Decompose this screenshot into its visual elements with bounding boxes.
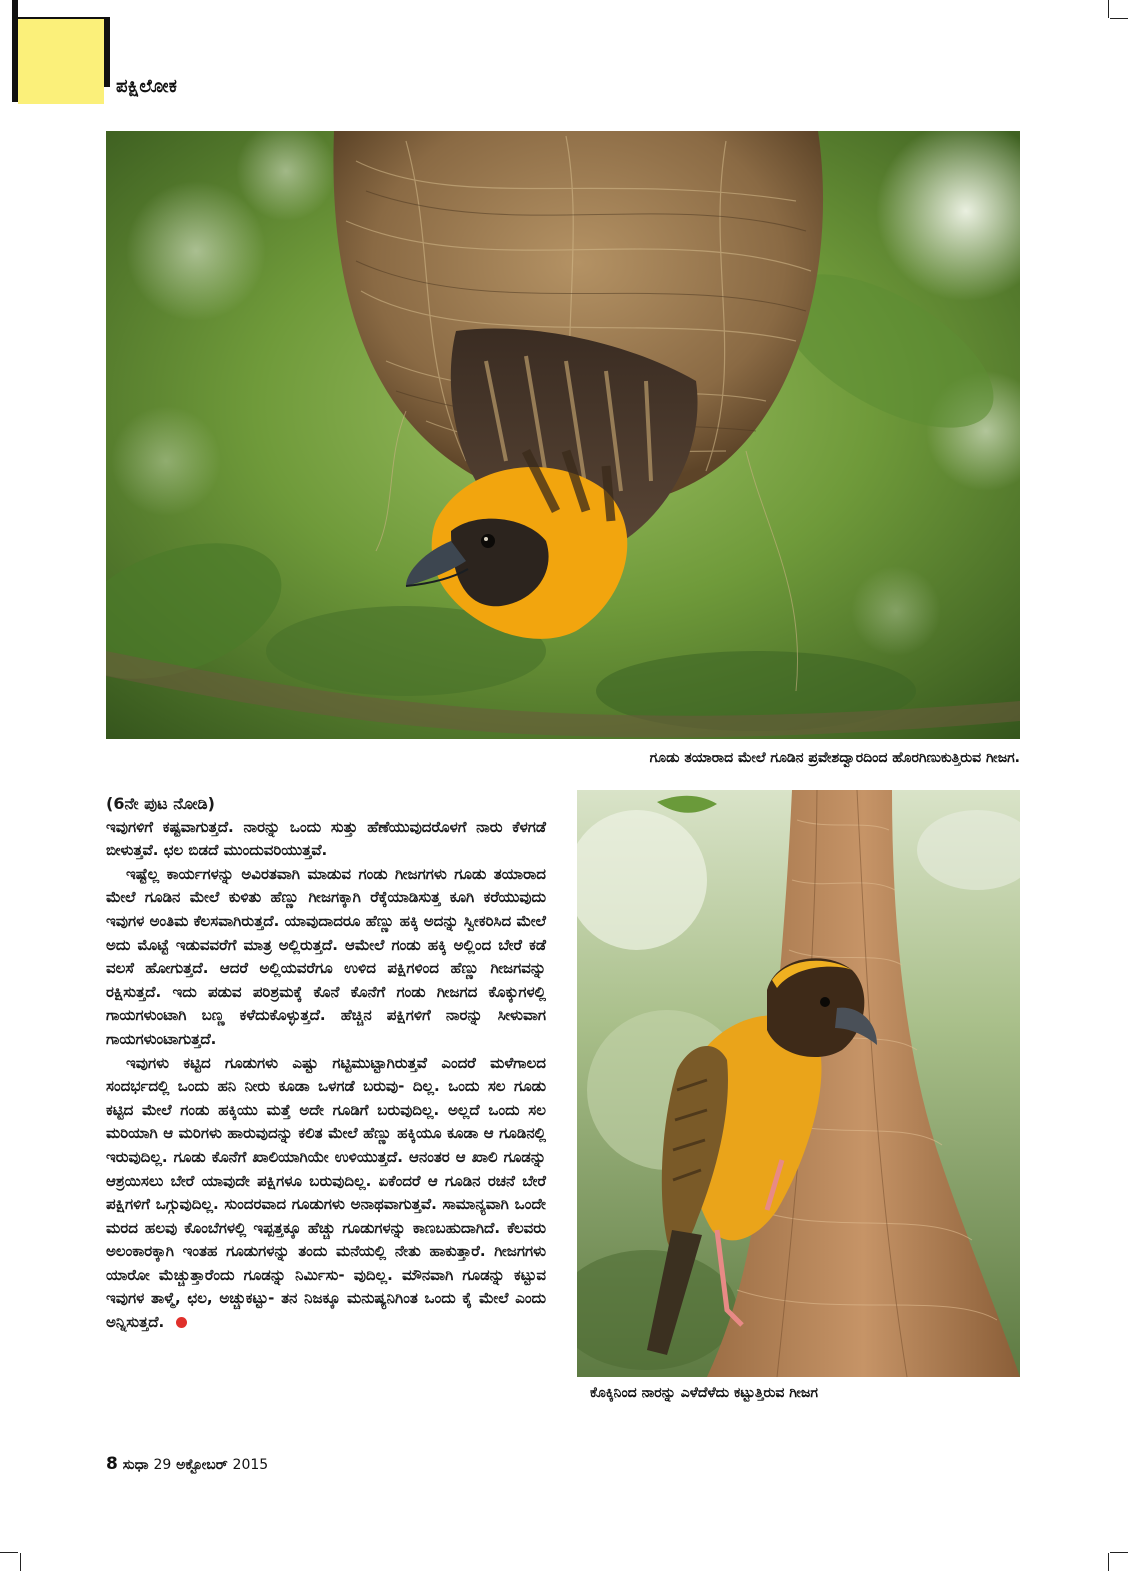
photo-weaver-nest-top: [106, 131, 1020, 739]
crop-mark-bottom-left-h: [0, 1552, 18, 1553]
crop-mark-top-right-h: [1110, 18, 1128, 19]
crop-mark-bottom-left-v: [20, 1553, 21, 1571]
crop-mark-bottom-right-v: [1108, 1553, 1109, 1571]
end-of-article-dot: [176, 1317, 187, 1328]
caption-right-photo: ಕೊಕ್ಕಿನಿಂದ ನಾರನ್ನು ಎಳೆದೆಳೆದು ಕಟ್ಟುತ್ತಿರುವ ಗೀಜಗ: [590, 1385, 818, 1401]
crop-mark-bottom-right-h: [1110, 1552, 1128, 1553]
issue-day: 29: [153, 1457, 172, 1473]
header-left-bar: [12, 0, 18, 102]
article-paragraph-3: ಇವುಗಳು ಕಟ್ಟಿದ ಗೂಡುಗಳು ಎಷ್ಟು ಗಟ್ಟಿಮುಟ್ಟಾಗಿರುತ್ತವೆ ಎಂದರೆ ಮಳೆಗಾಲದ ಸಂದರ್ಭದಲ್ಲಿ ಒಂದು ಹನಿ ನೀರು ಕೂಡಾ ಒಳಗಡೆ ಬರುವು- ದಿಲ್ಲ. ಒಂದು ಸಲ ಗೂಡು ಕಟ್ಟಿದ ಮೇಲೆ ಗಂಡು ಹಕ್ಕಿಯು ಮತ್ತೆ ಅದೇ ಗೂಡಿಗೆ ಬರುವುದಿಲ್ಲ. ಅಲ್ಲದೆ ಒಂದು ಸಲ ಮರಿಯಾಗಿ ಆ ಮರಿಗಳು ಹಾರುವುದನ್ನು ಕಲಿತ ಮೇಲೆ ಹೆಣ್ಣು ಹಕ್ಕಿಯೂ ಕೂಡಾ ಆ ಗೂಡಿನಲ್ಲಿ ಇರುವುದಿಲ್ಲ. ಗೂಡು ಕೊನೆಗೆ ಖಾಲಿಯಾಗಿಯೇ ಉಳಿಯುತ್ತದೆ. ಆನಂತರ ಆ ಖಾಲಿ ಗೂಡನ್ನು ಆಶ್ರಯಿಸಲು ಬೇರೆ ಯಾವುದೇ ಪಕ್ಷಿಗಳೂ ಬರುವುದಿಲ್ಲ. ಏಕೆಂದರೆ ಆ ಗೂಡಿನ ರಚನೆ ಬೇರೆ ಪಕ್ಷಿಗಳಿಗೆ ಒಗ್ಗುವುದಿಲ್ಲ. ಸುಂದರವಾದ ಗೂಡುಗಳು ಅನಾಥವಾಗುತ್ತವೆ. ಸಾಮಾನ್ಯವಾಗಿ ಒಂದೇ ಮರದ ಹಲವು ಕೊಂಬೆಗಳಲ್ಲಿ ಇಪ್ಪತ್ತಕ್ಕೂ ಹೆಚ್ಚು ಗೂಡುಗಳನ್ನು ಕಾಣಬಹುದಾಗಿದೆ. ಕೆಲವರು ಅಲಂಕಾರಕ್ಕಾಗಿ ಇಂತಹ ಗೂಡುಗಳನ್ನು ತಂದು ಮನೆಯಲ್ಲಿ ನೇತು ಹಾಕುತ್ತಾರೆ. ಗೀಜಗಗಳು ಯಾರೋ ಮೆಚ್ಚುತ್ತಾರೆಂದು ಗೂಡನ್ನು ನಿರ್ಮಿಸು- ವುದಿಲ್ಲ. ಮೌನವಾಗಿ ಗೂಡನ್ನು ಕಟ್ಟುವ ಇವುಗಳ ತಾಳ್ಮೆ, ಛಲ, ಅಚ್ಚುಕಟ್ಟು- ತನ ನಿಜಕ್ಕೂ ಮನುಷ್ಯನಿಗಿಂತ ಒಂದು ಕೈ ಮೇಲೆ ಎಂದು ಅನ್ನಿಸುತ್ತದೆ.: [106, 1053, 546, 1332]
crop-mark-top-right-v: [1108, 0, 1109, 18]
page-number: 8: [106, 1454, 118, 1474]
header-yellow-block: [18, 19, 104, 104]
article-paragraph-2: ಇಷ್ಟೆಲ್ಲ ಕಾರ್ಯಗಳನ್ನು ಅವಿರತವಾಗಿ ಮಾಡುವ ಗಂಡು ಗೀಜಗಗಳು ಗೂಡು ತಯಾರಾದ ಮೇಲೆ ಗೂಡಿನ ಮೇಲೆ ಕುಳಿತು ಹೆಣ್ಣು ಗೀಜಗಕ್ಕಾಗಿ ರೆಕ್ಕೆಯಾಡಿಸುತ್ತ ಕೂಗಿ ಕರೆಯುವುದು ಇವುಗಳ ಅಂತಿಮ ಕೆಲಸವಾಗಿರುತ್ತದೆ. ಯಾವುದಾದರೂ ಹೆಣ್ಣು ಹಕ್ಕಿ ಅದನ್ನು ಸ್ವೀಕರಿಸಿದ ಮೇಲೆ ಅದು ಮೊಟ್ಟೆ ಇಡುವವರೆಗೆ ಮಾತ್ರ ಅಲ್ಲಿರುತ್ತದೆ. ಆಮೇಲೆ ಗಂಡು ಹಕ್ಕಿ ಅಲ್ಲಿಂದ ಬೇರೆ ಕಡೆ ವಲಸೆ ಹೋಗುತ್ತದೆ. ಆದರೆ ಅಲ್ಲಿಯವರೆಗೂ ಉಳಿದ ಪಕ್ಷಿಗಳಿಂದ ಹೆಣ್ಣು ಗೀಜಗವನ್ನು ರಕ್ಷಿಸುತ್ತದೆ. ಇದು ಪಡುವ ಪರಿಶ್ರಮಕ್ಕೆ ಕೊನೆ ಕೊನೆಗೆ ಗಂಡು ಗೀಜಗದ ಕೊಕ್ಕುಗಳಲ್ಲಿ ಗಾಯಗಳುಂಟಾಗಿ ಬಣ್ಣ ಕಳೆದುಕೊಳ್ಳುತ್ತದೆ. ಹೆಚ್ಚಿನ ಪಕ್ಷಿಗಳಿಗೆ ನಾರನ್ನು ಸೀಳುವಾಗ ಗಾಯಗಳುಂಟಾಗುತ್ತದೆ.: [106, 864, 546, 1048]
issue-year: 2015: [232, 1457, 269, 1473]
photo-weaver-building-right: [577, 790, 1020, 1377]
header-top-rule: [12, 17, 110, 19]
page-reference: (6ನೇ ಪುಟ ನೋಡಿ): [106, 794, 215, 813]
header-right-bar: [104, 17, 110, 87]
magazine-name: ಸುಧಾ: [122, 1457, 149, 1473]
caption-top-photo: ಗೂಡು ತಯಾರಾದ ಮೇಲೆ ಗೂಡಿನ ಪ್ರವೇಶದ್ವಾರದಿಂದ ಹೊರಗಿಣುಕುತ್ತಿರುವ ಗೀಜಗ.: [649, 750, 1020, 766]
article-body: [106, 792, 546, 1335]
page-footer: [106, 1454, 268, 1474]
issue-month: ಅಕ್ಟೋಬರ್: [176, 1457, 228, 1473]
section-title: ಪಕ್ಷಿಲೋಕ: [116, 76, 178, 97]
article-paragraph-1: ಇವುಗಳಿಗೆ ಕಷ್ಟವಾಗುತ್ತದೆ. ನಾರನ್ನು ಒಂದು ಸುತ್ತು ಹೆಣೆಯುವುದರೊಳಗೆ ನಾರು ಕೆಳಗಡೆ ಬೀಳುತ್ತವೆ. ಛಲ ಬಿಡದೆ ಮುಂದುವರಿಯುತ್ತವೆ.: [106, 817, 546, 860]
